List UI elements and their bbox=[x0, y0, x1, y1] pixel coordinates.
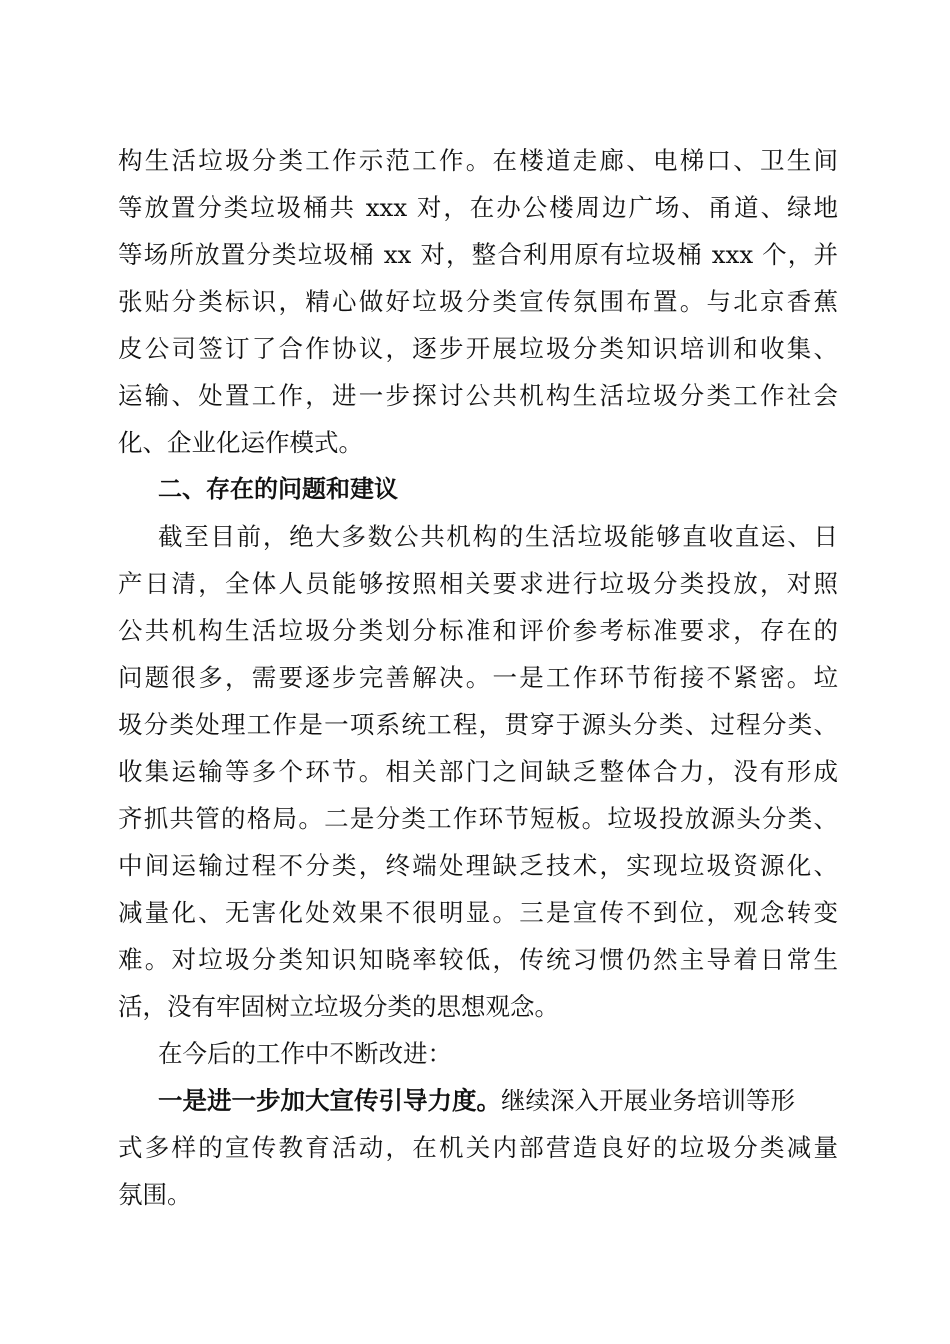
text-line-rest: 继续深入开展业务培训等形 bbox=[501, 1086, 795, 1115]
text-line: 等放置分类垃圾桶共 xxx 对，在办公楼周边广场、甬道、绿地 bbox=[118, 193, 838, 222]
document-body bbox=[118, 137, 838, 1218]
text-line: 问题很多，需要逐步完善解决。一是工作环节衔接不紧密。垃 bbox=[118, 663, 838, 692]
text-line: 构生活垃圾分类工作示范工作。在楼道走廊、电梯口、卫生间 bbox=[118, 146, 838, 175]
text-line: 张贴分类标识，精心做好垃圾分类宣传氛围布置。与北京香蕉 bbox=[118, 287, 838, 316]
paragraph-1 bbox=[118, 137, 838, 466]
text-line bbox=[118, 1077, 838, 1124]
text-line: 等场所放置分类垃圾桶 xx 对，整合利用原有垃圾桶 xxx 个，并 bbox=[118, 240, 838, 269]
text-line: 公共机构生活垃圾分类划分标准和评价参考标准要求，存在的 bbox=[118, 616, 838, 645]
text-line: 中间运输过程不分类，终端处理缺乏技术，实现垃圾资源化、 bbox=[118, 851, 838, 880]
text-line: 减量化、无害化处效果不很明显。三是宣传不到位，观念转变 bbox=[118, 898, 838, 927]
text-line: 皮公司签订了合作协议，逐步开展垃圾分类知识培训和收集、 bbox=[118, 334, 838, 363]
text-line: 截至目前，绝大多数公共机构的生活垃圾能够直收直运、日 bbox=[158, 522, 838, 551]
text-line: 氛围。 bbox=[118, 1180, 192, 1209]
bold-lead-text: 一是进一步加大宣传引导力度。 bbox=[158, 1086, 501, 1115]
paragraph-2 bbox=[118, 513, 838, 1030]
text-line: 活，没有牢固树立垃圾分类的思想观念。 bbox=[118, 992, 559, 1021]
text-line: 化、企业化运作模式。 bbox=[118, 428, 363, 457]
paragraph-3: 在今后的工作中不断改进： bbox=[158, 1039, 452, 1068]
text-line: 运输、处置工作，进一步探讨公共机构生活垃圾分类工作社会 bbox=[118, 381, 838, 410]
section-heading: 二、存在的问题和建议 bbox=[158, 475, 398, 503]
paragraph-4 bbox=[118, 1077, 838, 1218]
text-line: 难。对垃圾分类知识知晓率较低，传统习惯仍然主导着日常生 bbox=[118, 945, 838, 974]
text-line: 齐抓共管的格局。二是分类工作环节短板。垃圾投放源头分类、 bbox=[118, 804, 838, 833]
text-line: 式多样的宣传教育活动，在机关内部营造良好的垃圾分类减量 bbox=[118, 1133, 838, 1162]
text-line: 收集运输等多个环节。相关部门之间缺乏整体合力，没有形成 bbox=[118, 757, 838, 786]
text-line: 圾分类处理工作是一项系统工程，贯穿于源头分类、过程分类、 bbox=[118, 710, 838, 739]
text-line: 产日清，全体人员能够按照相关要求进行垃圾分类投放，对照 bbox=[118, 569, 838, 598]
